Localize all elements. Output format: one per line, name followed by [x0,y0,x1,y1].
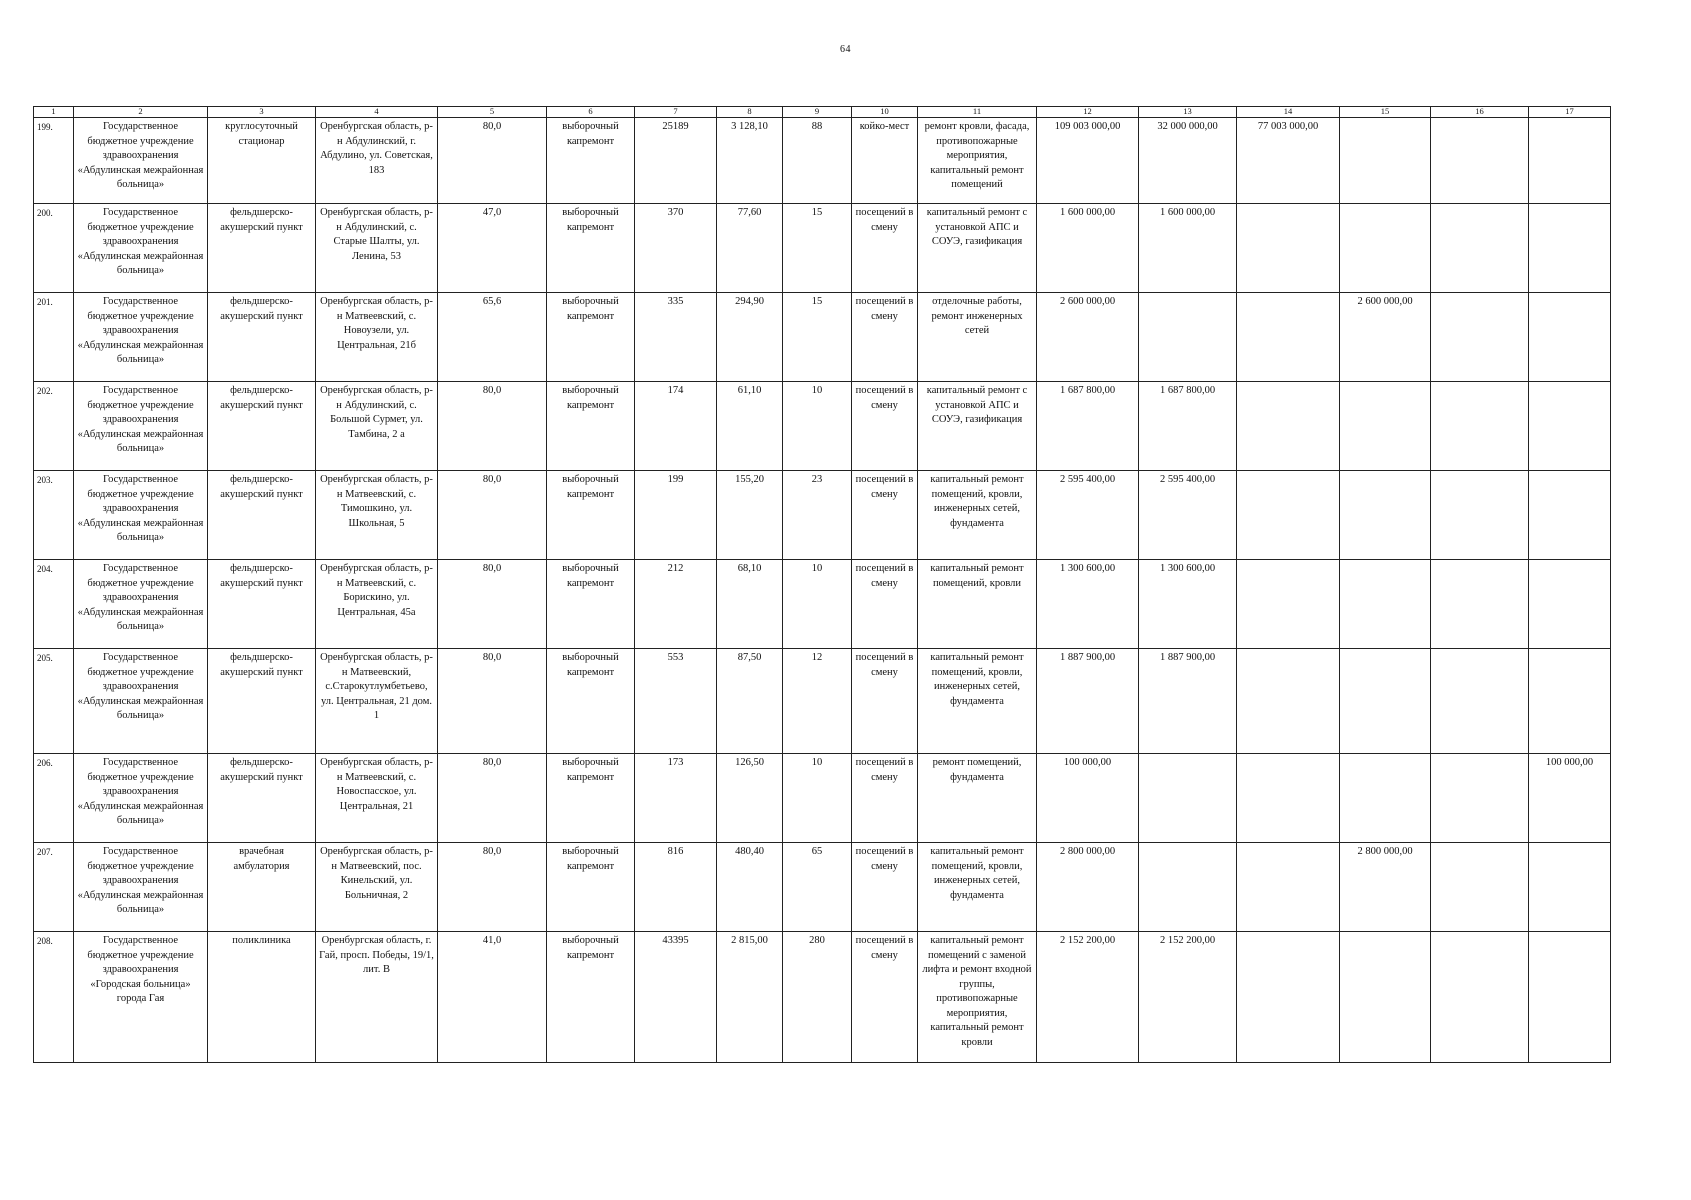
works-description: капитальный ремонт с установкой АПС и СОУЭ, газификация [918,382,1037,471]
facility-address: Оренбургская область, г. Гай, просп. Победы, 19/1, лит. В [316,932,438,1063]
col-14-amount [1237,754,1340,843]
institution-name: Государственное бюджетное учреждение здравоохранения «Абдулинская межрайонная больница» [74,382,208,471]
facility-address: Оренбургская область, р-н Матвеевский, с. Тимошкино, ул. Школьная, 5 [316,471,438,560]
institution-name: Государственное бюджетное учреждение здравоохранения «Абдулинская межрайонная больница» [74,118,208,204]
column-number-2: 2 [74,107,208,118]
row-number: 199. [34,118,74,204]
total-amount: 1 600 000,00 [1037,204,1139,293]
facility-address: Оренбургская область, р-н Матвеевский, с. Новоспасское, ул. Центральная, 21 [316,754,438,843]
col-7-value: 370 [635,204,717,293]
column-number-12: 12 [1037,107,1139,118]
row-number: 205. [34,649,74,754]
works-description: капитальный ремонт помещений, кровли [918,560,1037,649]
row-number: 207. [34,843,74,932]
col-16-amount [1431,754,1529,843]
column-number-17: 17 [1529,107,1611,118]
facility-type: фельдшерско-акушерский пункт [208,382,316,471]
col-8-value: 77,60 [717,204,783,293]
column-number-13: 13 [1139,107,1237,118]
col-13-amount [1139,293,1237,382]
total-amount: 109 003 000,00 [1037,118,1139,204]
facility-type: фельдшерско-акушерский пункт [208,204,316,293]
facility-address: Оренбургская область, р-н Матвеевский, с.Старокутлумбетьево, ул. Центральная, 21 дом. 1 [316,649,438,754]
facility-type: врачебная амбулатория [208,843,316,932]
col-16-amount [1431,932,1529,1063]
column-number-row [34,107,1611,118]
institution-name: Государственное бюджетное учреждение здравоохранения «Городская больница» города Гая [74,932,208,1063]
col-5-value: 47,0 [438,204,547,293]
column-number-14: 14 [1237,107,1340,118]
col-17-amount [1529,204,1611,293]
works-description: капитальный ремонт помещений с заменой лифта и ремонт входной группы, противопожарные мероприятия, капитальный ремонт кровли [918,932,1037,1063]
col-9-value: 10 [783,382,852,471]
col-15-amount: 2 600 000,00 [1340,293,1431,382]
works-description: ремонт помещений, фундамента [918,754,1037,843]
column-number-3: 3 [208,107,316,118]
col-9-value: 88 [783,118,852,204]
col-14-amount [1237,843,1340,932]
column-number-15: 15 [1340,107,1431,118]
facility-type: фельдшерско-акушерский пункт [208,293,316,382]
col-8-value: 3 128,10 [717,118,783,204]
table-row [34,649,1611,754]
col-5-value: 80,0 [438,118,547,204]
col-7-value: 212 [635,560,717,649]
col-9-value: 65 [783,843,852,932]
facility-address: Оренбургская область, р-н Матвеевский, с. Борискино, ул. Центральная, 45а [316,560,438,649]
facility-address: Оренбургская область, р-н Абдулинский, с. Большой Сурмет, ул. Тамбина, 2 а [316,382,438,471]
column-number-8: 8 [717,107,783,118]
col-13-amount [1139,843,1237,932]
column-number-4: 4 [316,107,438,118]
col-8-value: 294,90 [717,293,783,382]
col-15-amount [1340,932,1431,1063]
col-16-amount [1431,293,1529,382]
col-14-amount [1237,382,1340,471]
works-description: капитальный ремонт помещений, кровли, инженерных сетей, фундамента [918,471,1037,560]
col-14-amount [1237,932,1340,1063]
column-number-1: 1 [34,107,74,118]
column-number-7: 7 [635,107,717,118]
institution-name: Государственное бюджетное учреждение здравоохранения «Абдулинская межрайонная больница» [74,843,208,932]
col-17-amount [1529,118,1611,204]
table-row [34,560,1611,649]
col-13-amount: 32 000 000,00 [1139,118,1237,204]
col-13-amount: 2 595 400,00 [1139,471,1237,560]
capacity-unit: посещений в смену [852,471,918,560]
col-17-amount [1529,843,1611,932]
col-13-amount: 1 600 000,00 [1139,204,1237,293]
col-16-amount [1431,560,1529,649]
facility-type: фельдшерско-акушерский пункт [208,471,316,560]
col-8-value: 126,50 [717,754,783,843]
table-row [34,382,1611,471]
institution-name: Государственное бюджетное учреждение здравоохранения «Абдулинская межрайонная больница» [74,204,208,293]
col-14-amount [1237,204,1340,293]
facility-type: фельдшерско-акушерский пункт [208,754,316,843]
col-5-value: 80,0 [438,560,547,649]
page-number: 64 [840,44,851,55]
column-number-6: 6 [547,107,635,118]
col-14-amount [1237,649,1340,754]
col-16-amount [1431,118,1529,204]
col-13-amount [1139,754,1237,843]
col-13-amount: 1 887 900,00 [1139,649,1237,754]
total-amount: 1 687 800,00 [1037,382,1139,471]
works-description: отделочные работы, ремонт инженерных сетей [918,293,1037,382]
col-15-amount [1340,560,1431,649]
col-7-value: 553 [635,649,717,754]
row-number: 206. [34,754,74,843]
col-13-amount: 1 687 800,00 [1139,382,1237,471]
col-5-value: 80,0 [438,471,547,560]
col-7-value: 25189 [635,118,717,204]
capital-repair-table [33,106,1611,1063]
col-8-value: 155,20 [717,471,783,560]
institution-name: Государственное бюджетное учреждение здравоохранения «Абдулинская межрайонная больница» [74,293,208,382]
col-17-amount [1529,560,1611,649]
column-number-11: 11 [918,107,1037,118]
repair-type: выборочный капремонт [547,204,635,293]
capacity-unit: посещений в смену [852,204,918,293]
works-description: капитальный ремонт с установкой АПС и СОУЭ, газификация [918,204,1037,293]
col-7-value: 173 [635,754,717,843]
capacity-unit: посещений в смену [852,932,918,1063]
table-row [34,471,1611,560]
col-7-value: 816 [635,843,717,932]
col-8-value: 87,50 [717,649,783,754]
repair-type: выборочный капремонт [547,382,635,471]
table-row [34,293,1611,382]
repair-type: выборочный капремонт [547,560,635,649]
works-description: капитальный ремонт помещений, кровли, инженерных сетей, фундамента [918,843,1037,932]
table-row [34,754,1611,843]
capacity-unit: посещений в смену [852,649,918,754]
col-17-amount: 100 000,00 [1529,754,1611,843]
table-row [34,932,1611,1063]
col-7-value: 43395 [635,932,717,1063]
col-9-value: 280 [783,932,852,1063]
col-14-amount [1237,293,1340,382]
col-7-value: 174 [635,382,717,471]
col-17-amount [1529,649,1611,754]
repair-type: выборочный капремонт [547,471,635,560]
col-15-amount: 2 800 000,00 [1340,843,1431,932]
table-row [34,118,1611,204]
capacity-unit: посещений в смену [852,754,918,843]
col-9-value: 15 [783,293,852,382]
row-number: 200. [34,204,74,293]
col-14-amount: 77 003 000,00 [1237,118,1340,204]
col-5-value: 41,0 [438,932,547,1063]
repair-type: выборочный капремонт [547,754,635,843]
col-17-amount [1529,382,1611,471]
col-15-amount [1340,382,1431,471]
institution-name: Государственное бюджетное учреждение здравоохранения «Абдулинская межрайонная больница» [74,560,208,649]
total-amount: 1 887 900,00 [1037,649,1139,754]
facility-address: Оренбургская область, р-н Абдулинский, с. Старые Шалты, ул. Ленина, 53 [316,204,438,293]
col-15-amount [1340,204,1431,293]
row-number: 202. [34,382,74,471]
col-5-value: 80,0 [438,843,547,932]
col-8-value: 480,40 [717,843,783,932]
col-14-amount [1237,471,1340,560]
total-amount: 2 600 000,00 [1037,293,1139,382]
col-16-amount [1431,843,1529,932]
col-17-amount [1529,293,1611,382]
col-5-value: 80,0 [438,382,547,471]
institution-name: Государственное бюджетное учреждение здравоохранения «Абдулинская межрайонная больница» [74,754,208,843]
repair-type: выборочный капремонт [547,118,635,204]
total-amount: 2 595 400,00 [1037,471,1139,560]
total-amount: 100 000,00 [1037,754,1139,843]
col-13-amount: 1 300 600,00 [1139,560,1237,649]
institution-name: Государственное бюджетное учреждение здравоохранения «Абдулинская межрайонная больница» [74,471,208,560]
col-9-value: 15 [783,204,852,293]
col-15-amount [1340,649,1431,754]
col-9-value: 10 [783,560,852,649]
institution-name: Государственное бюджетное учреждение здравоохранения «Абдулинская межрайонная больница» [74,649,208,754]
works-description: ремонт кровли, фасада, противопожарные мероприятия, капитальный ремонт помещений [918,118,1037,204]
col-15-amount [1340,118,1431,204]
facility-type: фельдшерско-акушерский пункт [208,560,316,649]
table-row [34,204,1611,293]
repair-type: выборочный капремонт [547,293,635,382]
col-8-value: 2 815,00 [717,932,783,1063]
column-number-10: 10 [852,107,918,118]
table-row [34,843,1611,932]
col-14-amount [1237,560,1340,649]
col-9-value: 12 [783,649,852,754]
col-17-amount [1529,932,1611,1063]
facility-type: поликлиника [208,932,316,1063]
col-8-value: 61,10 [717,382,783,471]
col-5-value: 65,6 [438,293,547,382]
row-number: 208. [34,932,74,1063]
facility-address: Оренбургская область, р-н Матвеевский, с. Новоузели, ул. Центральная, 21б [316,293,438,382]
col-16-amount [1431,382,1529,471]
facility-type: фельдшерско-акушерский пункт [208,649,316,754]
capacity-unit: посещений в смену [852,293,918,382]
col-16-amount [1431,649,1529,754]
capacity-unit: посещений в смену [852,382,918,471]
column-number-9: 9 [783,107,852,118]
col-16-amount [1431,204,1529,293]
column-number-5: 5 [438,107,547,118]
col-13-amount: 2 152 200,00 [1139,932,1237,1063]
col-9-value: 10 [783,754,852,843]
capacity-unit: посещений в смену [852,843,918,932]
facility-address: Оренбургская область, р-н Абдулинский, г. Абдулино, ул. Советская, 183 [316,118,438,204]
row-number: 204. [34,560,74,649]
column-number-16: 16 [1431,107,1529,118]
col-9-value: 23 [783,471,852,560]
facility-type: круглосуточный стационар [208,118,316,204]
repair-type: выборочный капремонт [547,843,635,932]
capacity-unit: койко-мест [852,118,918,204]
repair-type: выборочный капремонт [547,932,635,1063]
total-amount: 1 300 600,00 [1037,560,1139,649]
total-amount: 2 152 200,00 [1037,932,1139,1063]
col-17-amount [1529,471,1611,560]
repair-type: выборочный капремонт [547,649,635,754]
col-15-amount [1340,754,1431,843]
col-15-amount [1340,471,1431,560]
col-5-value: 80,0 [438,649,547,754]
capacity-unit: посещений в смену [852,560,918,649]
col-8-value: 68,10 [717,560,783,649]
total-amount: 2 800 000,00 [1037,843,1139,932]
works-description: капитальный ремонт помещений, кровли, инженерных сетей, фундамента [918,649,1037,754]
facility-address: Оренбургская область, р-н Матвеевский, пос. Кинельский, ул. Больничная, 2 [316,843,438,932]
row-number: 201. [34,293,74,382]
col-7-value: 199 [635,471,717,560]
col-5-value: 80,0 [438,754,547,843]
col-7-value: 335 [635,293,717,382]
col-16-amount [1431,471,1529,560]
row-number: 203. [34,471,74,560]
